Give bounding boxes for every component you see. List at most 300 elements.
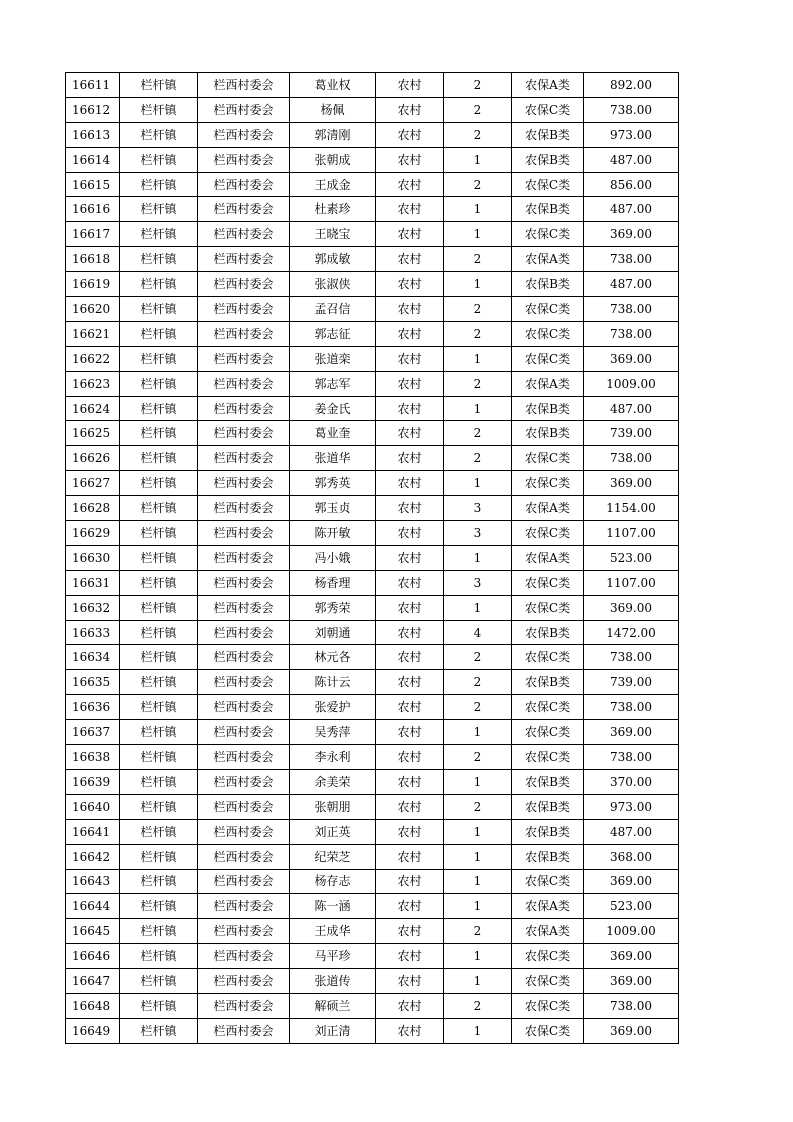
insurance-category-cell: 农保C类 [512,172,584,197]
record-id-cell: 16638 [66,745,120,770]
area-type-cell: 农村 [376,446,444,471]
name-cell: 张朝成 [290,147,376,172]
village-committee-cell: 栏西村委会 [198,1018,290,1043]
insurance-category-cell: 农保C类 [512,645,584,670]
table-row [66,993,679,1018]
village-committee-cell: 栏西村委会 [198,993,290,1018]
area-type-cell: 农村 [376,297,444,322]
record-id-cell: 16615 [66,172,120,197]
person-count-cell: 2 [444,371,512,396]
name-cell: 李永利 [290,745,376,770]
town-cell: 栏杆镇 [120,496,198,521]
insurance-category-cell: 农保C类 [512,745,584,770]
area-type-cell: 农村 [376,819,444,844]
insurance-category-cell: 农保C类 [512,720,584,745]
area-type-cell: 农村 [376,396,444,421]
town-cell: 栏杆镇 [120,172,198,197]
area-type-cell: 农村 [376,122,444,147]
area-type-cell: 农村 [376,769,444,794]
name-cell: 杜素珍 [290,197,376,222]
person-count-cell: 1 [444,869,512,894]
name-cell: 郭秀荣 [290,595,376,620]
record-id-cell: 16649 [66,1018,120,1043]
amount-cell: 1009.00 [584,919,679,944]
town-cell: 栏杆镇 [120,446,198,471]
village-committee-cell: 栏西村委会 [198,645,290,670]
record-id-cell: 16611 [66,73,120,98]
table-row [66,222,679,247]
insurance-category-cell: 农保C类 [512,471,584,496]
person-count-cell: 1 [444,396,512,421]
area-type-cell: 农村 [376,745,444,770]
insurance-category-cell: 农保A类 [512,496,584,521]
area-type-cell: 农村 [376,496,444,521]
insurance-category-cell: 农保B类 [512,670,584,695]
table-row [66,396,679,421]
amount-cell: 370.00 [584,769,679,794]
area-type-cell: 农村 [376,371,444,396]
table-row [66,545,679,570]
person-count-cell: 1 [444,720,512,745]
insurance-category-cell: 农保B类 [512,620,584,645]
person-count-cell: 2 [444,695,512,720]
table-row [66,720,679,745]
amount-cell: 738.00 [584,321,679,346]
table-row [66,297,679,322]
name-cell: 王成华 [290,919,376,944]
village-committee-cell: 栏西村委会 [198,222,290,247]
insurance-category-cell: 农保C类 [512,944,584,969]
record-id-cell: 16636 [66,695,120,720]
village-committee-cell: 栏西村委会 [198,844,290,869]
insurance-category-cell: 农保B类 [512,769,584,794]
area-type-cell: 农村 [376,247,444,272]
record-id-cell: 16628 [66,496,120,521]
person-count-cell: 3 [444,496,512,521]
area-type-cell: 农村 [376,944,444,969]
area-type-cell: 农村 [376,869,444,894]
insurance-category-cell: 农保B类 [512,272,584,297]
table-row [66,247,679,272]
amount-cell: 487.00 [584,396,679,421]
area-type-cell: 农村 [376,620,444,645]
table-row [66,1018,679,1043]
amount-cell: 973.00 [584,122,679,147]
insurance-category-cell: 农保A类 [512,73,584,98]
town-cell: 栏杆镇 [120,595,198,620]
area-type-cell: 农村 [376,919,444,944]
town-cell: 栏杆镇 [120,894,198,919]
town-cell: 栏杆镇 [120,819,198,844]
person-count-cell: 2 [444,73,512,98]
record-id-cell: 16623 [66,371,120,396]
village-committee-cell: 栏西村委会 [198,496,290,521]
name-cell: 郭秀英 [290,471,376,496]
town-cell: 栏杆镇 [120,794,198,819]
insurance-category-cell: 农保B类 [512,147,584,172]
town-cell: 栏杆镇 [120,321,198,346]
record-id-cell: 16637 [66,720,120,745]
name-cell: 马平珍 [290,944,376,969]
insurance-category-cell: 农保C类 [512,1018,584,1043]
record-id-cell: 16640 [66,794,120,819]
name-cell: 王晓宝 [290,222,376,247]
town-cell: 栏杆镇 [120,97,198,122]
name-cell: 郭志军 [290,371,376,396]
name-cell: 张淑侠 [290,272,376,297]
village-committee-cell: 栏西村委会 [198,869,290,894]
person-count-cell: 1 [444,595,512,620]
insurance-category-cell: 农保A类 [512,247,584,272]
insurance-category-cell: 农保C类 [512,521,584,546]
person-count-cell: 1 [444,197,512,222]
town-cell: 栏杆镇 [120,944,198,969]
person-count-cell: 3 [444,521,512,546]
name-cell: 姜金氏 [290,396,376,421]
person-count-cell: 1 [444,222,512,247]
town-cell: 栏杆镇 [120,844,198,869]
village-committee-cell: 栏西村委会 [198,545,290,570]
record-id-cell: 16613 [66,122,120,147]
town-cell: 栏杆镇 [120,521,198,546]
person-count-cell: 1 [444,819,512,844]
name-cell: 纪荣芝 [290,844,376,869]
table-row [66,670,679,695]
area-type-cell: 农村 [376,595,444,620]
amount-cell: 369.00 [584,944,679,969]
amount-cell: 973.00 [584,794,679,819]
name-cell: 葛业奎 [290,421,376,446]
area-type-cell: 农村 [376,993,444,1018]
insurance-category-cell: 农保A类 [512,894,584,919]
table-row [66,869,679,894]
name-cell: 郭志征 [290,321,376,346]
record-id-cell: 16625 [66,421,120,446]
town-cell: 栏杆镇 [120,570,198,595]
town-cell: 栏杆镇 [120,620,198,645]
town-cell: 栏杆镇 [120,371,198,396]
amount-cell: 739.00 [584,670,679,695]
amount-cell: 1472.00 [584,620,679,645]
amount-cell: 369.00 [584,969,679,994]
village-committee-cell: 栏西村委会 [198,172,290,197]
person-count-cell: 1 [444,471,512,496]
town-cell: 栏杆镇 [120,147,198,172]
record-id-cell: 16642 [66,844,120,869]
table-row [66,321,679,346]
town-cell: 栏杆镇 [120,695,198,720]
table-row [66,97,679,122]
town-cell: 栏杆镇 [120,471,198,496]
name-cell: 郭成敏 [290,247,376,272]
table-row [66,645,679,670]
town-cell: 栏杆镇 [120,645,198,670]
town-cell: 栏杆镇 [120,769,198,794]
table-row [66,595,679,620]
town-cell: 栏杆镇 [120,745,198,770]
village-committee-cell: 栏西村委会 [198,919,290,944]
name-cell: 刘正英 [290,819,376,844]
record-id-cell: 16626 [66,446,120,471]
table-row [66,944,679,969]
name-cell: 葛业权 [290,73,376,98]
area-type-cell: 农村 [376,894,444,919]
town-cell: 栏杆镇 [120,73,198,98]
name-cell: 张道栾 [290,346,376,371]
record-id-cell: 16634 [66,645,120,670]
table-row [66,421,679,446]
town-cell: 栏杆镇 [120,919,198,944]
town-cell: 栏杆镇 [120,272,198,297]
amount-cell: 487.00 [584,147,679,172]
village-committee-cell: 栏西村委会 [198,73,290,98]
insurance-category-cell: 农保B类 [512,844,584,869]
insurance-category-cell: 农保B类 [512,819,584,844]
person-count-cell: 2 [444,745,512,770]
insurance-category-cell: 农保B类 [512,396,584,421]
name-cell: 杨香理 [290,570,376,595]
village-committee-cell: 栏西村委会 [198,944,290,969]
village-committee-cell: 栏西村委会 [198,969,290,994]
insurance-category-cell: 农保C类 [512,595,584,620]
town-cell: 栏杆镇 [120,122,198,147]
amount-cell: 738.00 [584,446,679,471]
area-type-cell: 农村 [376,321,444,346]
table-row [66,919,679,944]
table-row [66,620,679,645]
name-cell: 杨佩 [290,97,376,122]
area-type-cell: 农村 [376,695,444,720]
amount-cell: 369.00 [584,869,679,894]
person-count-cell: 2 [444,321,512,346]
insurance-category-cell: 农保C类 [512,446,584,471]
area-type-cell: 农村 [376,73,444,98]
area-type-cell: 农村 [376,521,444,546]
village-committee-cell: 栏西村委会 [198,595,290,620]
person-count-cell: 2 [444,670,512,695]
village-committee-cell: 栏西村委会 [198,521,290,546]
record-id-cell: 16635 [66,670,120,695]
area-type-cell: 农村 [376,471,444,496]
table-row [66,446,679,471]
area-type-cell: 农村 [376,570,444,595]
table-row [66,894,679,919]
records-table [65,72,679,1044]
record-id-cell: 16622 [66,346,120,371]
record-id-cell: 16621 [66,321,120,346]
insurance-category-cell: 农保A类 [512,371,584,396]
town-cell: 栏杆镇 [120,297,198,322]
village-committee-cell: 栏西村委会 [198,695,290,720]
person-count-cell: 2 [444,794,512,819]
table-row [66,346,679,371]
area-type-cell: 农村 [376,969,444,994]
insurance-category-cell: 农保C类 [512,993,584,1018]
village-committee-cell: 栏西村委会 [198,346,290,371]
amount-cell: 369.00 [584,471,679,496]
person-count-cell: 2 [444,122,512,147]
area-type-cell: 农村 [376,421,444,446]
amount-cell: 369.00 [584,720,679,745]
name-cell: 解硕兰 [290,993,376,1018]
insurance-category-cell: 农保A类 [512,545,584,570]
insurance-category-cell: 农保C类 [512,97,584,122]
town-cell: 栏杆镇 [120,197,198,222]
name-cell: 林元各 [290,645,376,670]
amount-cell: 738.00 [584,695,679,720]
insurance-category-cell: 农保B类 [512,197,584,222]
record-id-cell: 16612 [66,97,120,122]
village-committee-cell: 栏西村委会 [198,396,290,421]
record-id-cell: 16630 [66,545,120,570]
village-committee-cell: 栏西村委会 [198,894,290,919]
records-table-body [66,73,679,1044]
amount-cell: 487.00 [584,272,679,297]
village-committee-cell: 栏西村委会 [198,769,290,794]
village-committee-cell: 栏西村委会 [198,122,290,147]
insurance-category-cell: 农保C类 [512,346,584,371]
insurance-category-cell: 农保C类 [512,969,584,994]
village-committee-cell: 栏西村委会 [198,272,290,297]
town-cell: 栏杆镇 [120,346,198,371]
amount-cell: 369.00 [584,595,679,620]
amount-cell: 738.00 [584,297,679,322]
person-count-cell: 1 [444,1018,512,1043]
insurance-category-cell: 农保C类 [512,222,584,247]
amount-cell: 369.00 [584,222,679,247]
record-id-cell: 16624 [66,396,120,421]
area-type-cell: 农村 [376,645,444,670]
person-count-cell: 1 [444,769,512,794]
village-committee-cell: 栏西村委会 [198,471,290,496]
table-row [66,147,679,172]
record-id-cell: 16633 [66,620,120,645]
person-count-cell: 2 [444,919,512,944]
area-type-cell: 农村 [376,720,444,745]
table-row [66,496,679,521]
amount-cell: 1154.00 [584,496,679,521]
table-row [66,371,679,396]
amount-cell: 369.00 [584,1018,679,1043]
table-row [66,521,679,546]
name-cell: 陈一涵 [290,894,376,919]
insurance-category-cell: 农保B类 [512,794,584,819]
table-row [66,819,679,844]
area-type-cell: 农村 [376,1018,444,1043]
table-row [66,570,679,595]
area-type-cell: 农村 [376,545,444,570]
name-cell: 陈开敏 [290,521,376,546]
village-committee-cell: 栏西村委会 [198,745,290,770]
amount-cell: 739.00 [584,421,679,446]
village-committee-cell: 栏西村委会 [198,247,290,272]
village-committee-cell: 栏西村委会 [198,297,290,322]
town-cell: 栏杆镇 [120,969,198,994]
area-type-cell: 农村 [376,222,444,247]
table-row [66,471,679,496]
table-row [66,172,679,197]
amount-cell: 738.00 [584,97,679,122]
insurance-category-cell: 农保B类 [512,122,584,147]
name-cell: 冯小娥 [290,545,376,570]
name-cell: 刘正清 [290,1018,376,1043]
person-count-cell: 1 [444,844,512,869]
table-row [66,197,679,222]
town-cell: 栏杆镇 [120,545,198,570]
village-committee-cell: 栏西村委会 [198,197,290,222]
village-committee-cell: 栏西村委会 [198,371,290,396]
record-id-cell: 16620 [66,297,120,322]
village-committee-cell: 栏西村委会 [198,321,290,346]
area-type-cell: 农村 [376,794,444,819]
record-id-cell: 16618 [66,247,120,272]
amount-cell: 738.00 [584,993,679,1018]
record-id-cell: 16645 [66,919,120,944]
name-cell: 孟召信 [290,297,376,322]
record-id-cell: 16631 [66,570,120,595]
record-id-cell: 16644 [66,894,120,919]
amount-cell: 738.00 [584,645,679,670]
record-id-cell: 16616 [66,197,120,222]
table-row [66,794,679,819]
village-committee-cell: 栏西村委会 [198,720,290,745]
area-type-cell: 农村 [376,197,444,222]
person-count-cell: 1 [444,969,512,994]
area-type-cell: 农村 [376,147,444,172]
amount-cell: 523.00 [584,894,679,919]
record-id-cell: 16614 [66,147,120,172]
town-cell: 栏杆镇 [120,421,198,446]
area-type-cell: 农村 [376,272,444,297]
insurance-category-cell: 农保A类 [512,919,584,944]
village-committee-cell: 栏西村委会 [198,147,290,172]
town-cell: 栏杆镇 [120,222,198,247]
record-id-cell: 16646 [66,944,120,969]
town-cell: 栏杆镇 [120,869,198,894]
insurance-category-cell: 农保B类 [512,421,584,446]
record-id-cell: 16632 [66,595,120,620]
village-committee-cell: 栏西村委会 [198,446,290,471]
amount-cell: 892.00 [584,73,679,98]
person-count-cell: 1 [444,147,512,172]
area-type-cell: 农村 [376,346,444,371]
record-id-cell: 16641 [66,819,120,844]
amount-cell: 1107.00 [584,521,679,546]
amount-cell: 487.00 [584,197,679,222]
name-cell: 余美荣 [290,769,376,794]
name-cell: 王成金 [290,172,376,197]
amount-cell: 368.00 [584,844,679,869]
name-cell: 杨存志 [290,869,376,894]
person-count-cell: 2 [444,421,512,446]
name-cell: 陈计云 [290,670,376,695]
town-cell: 栏杆镇 [120,670,198,695]
name-cell: 张爱护 [290,695,376,720]
area-type-cell: 农村 [376,172,444,197]
amount-cell: 738.00 [584,247,679,272]
amount-cell: 738.00 [584,745,679,770]
insurance-category-cell: 农保C类 [512,695,584,720]
record-id-cell: 16619 [66,272,120,297]
record-id-cell: 16629 [66,521,120,546]
person-count-cell: 1 [444,894,512,919]
person-count-cell: 2 [444,297,512,322]
record-id-cell: 16627 [66,471,120,496]
table-row [66,969,679,994]
table-row [66,272,679,297]
table-row [66,122,679,147]
amount-cell: 523.00 [584,545,679,570]
